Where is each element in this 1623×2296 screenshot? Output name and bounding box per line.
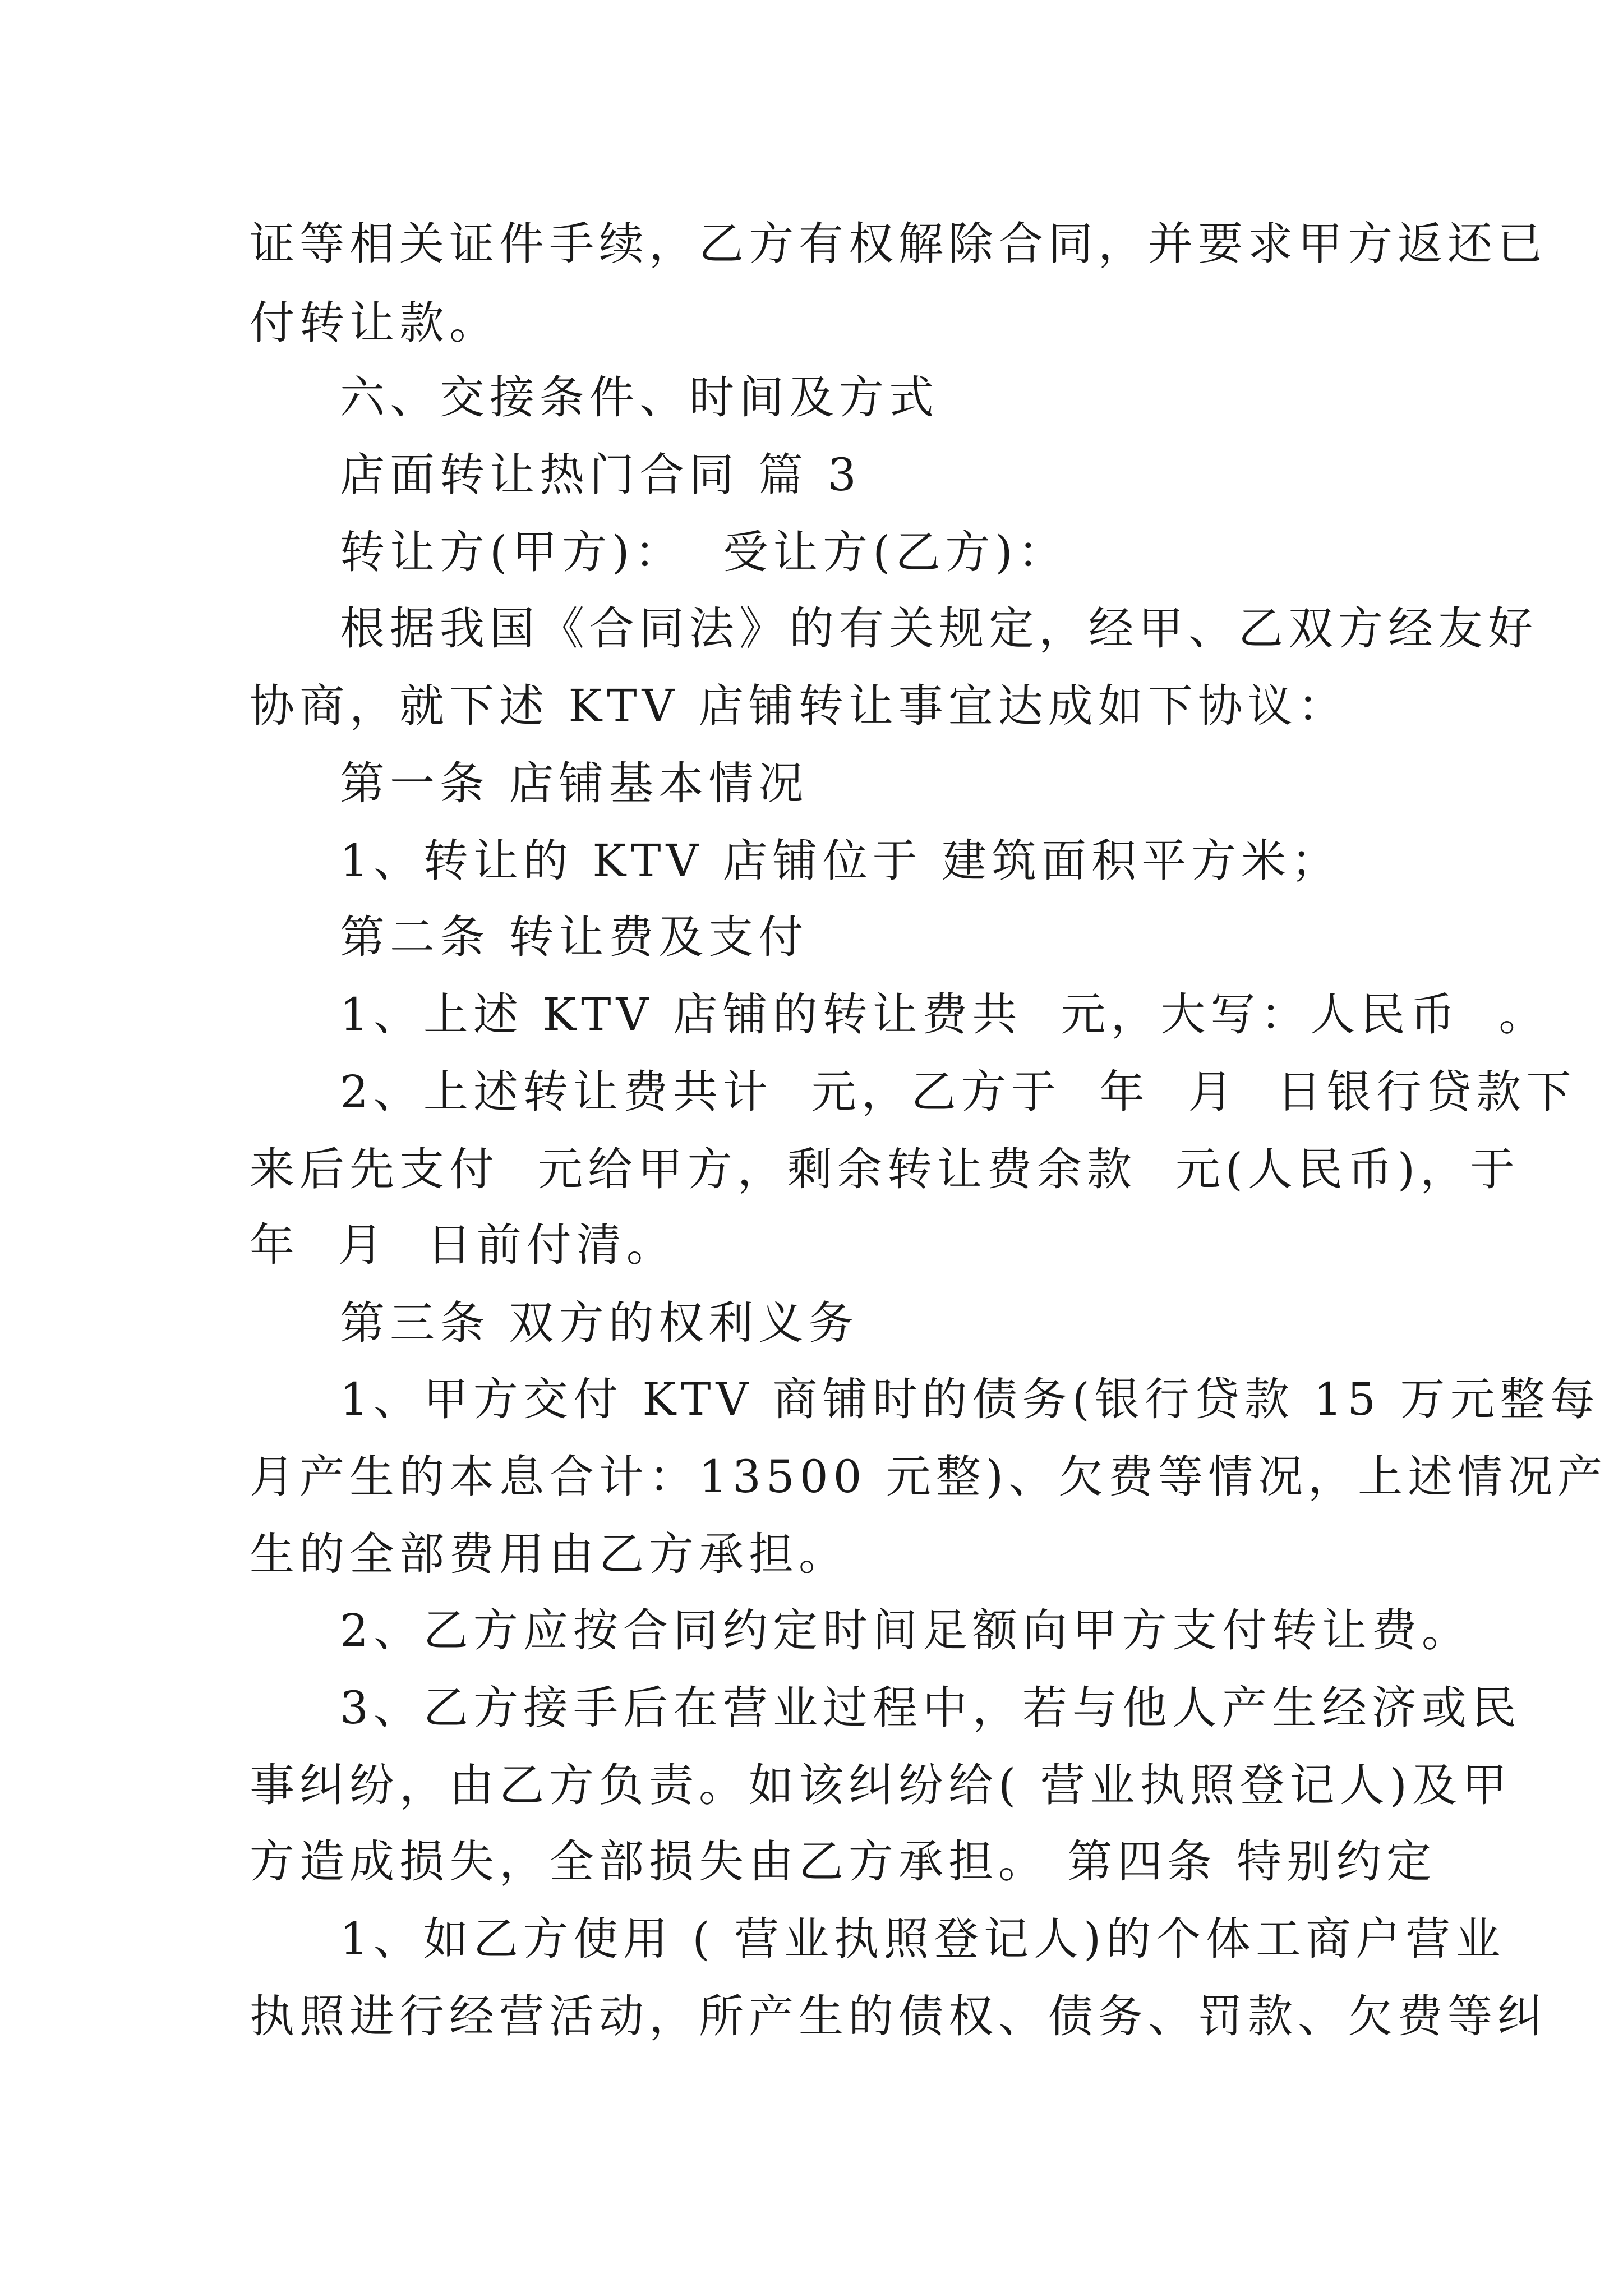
text-line: 执照进行经营活动，所产生的债权、债务、罚款、欠费等纠 <box>250 1990 1547 2042</box>
text-line: 事纠纷，由乙方负责。如该纠纷给( 营业执照登记人)及甲 <box>250 1759 1512 1811</box>
text-line: 付转让款。 <box>250 297 499 349</box>
text-line: 1、如乙方使用 ( 营业执照登记人)的个体工商户营业 <box>340 1913 1506 1965</box>
text-line: 生的全部费用由乙方承担。 <box>250 1528 849 1580</box>
text-line: 2、上述转让费共计 元，乙方于 年 月 日银行贷款下 <box>340 1066 1576 1118</box>
article-heading: 第三条 双方的权利义务 <box>340 1297 859 1349</box>
text-line: 来后先支付 元给甲方，剩余转让费余款 元(人民币)，于 <box>250 1143 1520 1195</box>
text-line: 年 月 日前付清。 <box>250 1219 676 1271</box>
parties-line: 转让方(甲方)： 受让方(乙方)： <box>340 526 1068 578</box>
text-line: 3、乙方接手后在营业过程中，若与他人产生经济或民 <box>340 1682 1521 1734</box>
text-line: 2、乙方应按合同约定时间足额向甲方支付转让费。 <box>340 1604 1472 1657</box>
article-heading: 第二条 转让费及支付 <box>340 911 809 963</box>
text-line: 根据我国《合同法》的有关规定，经甲、乙双方经友好 <box>340 602 1538 655</box>
article-heading: 第一条 店铺基本情况 <box>340 757 809 809</box>
text-line: 1、转让的 KTV 店铺位于 建筑面积平方米； <box>340 835 1341 887</box>
text-line: 证等相关证件手续，乙方有权解除合同，并要求甲方返还已 <box>250 218 1547 270</box>
text-line: 1、甲方交付 KTV 商铺时的债务(银行贷款 15 万元整每 <box>340 1373 1600 1425</box>
text-line: 1、上述 KTV 店铺的转让费共 元，大写：人民币 。 <box>340 988 1549 1041</box>
text-line: 方造成损失，全部损失由乙方承担。 第四条 特别约定 <box>250 1835 1436 1888</box>
text-line: 协商，就下述 KTV 店铺转让事宜达成如下协议： <box>250 680 1348 732</box>
section-heading: 六、交接条件、时间及方式 <box>340 371 939 424</box>
text-line: 月产生的本息合计：13500 元整)、欠费等情况，上述情况产 <box>250 1451 1608 1503</box>
contract-title: 店面转让热门合同 篇 3 <box>340 449 861 501</box>
